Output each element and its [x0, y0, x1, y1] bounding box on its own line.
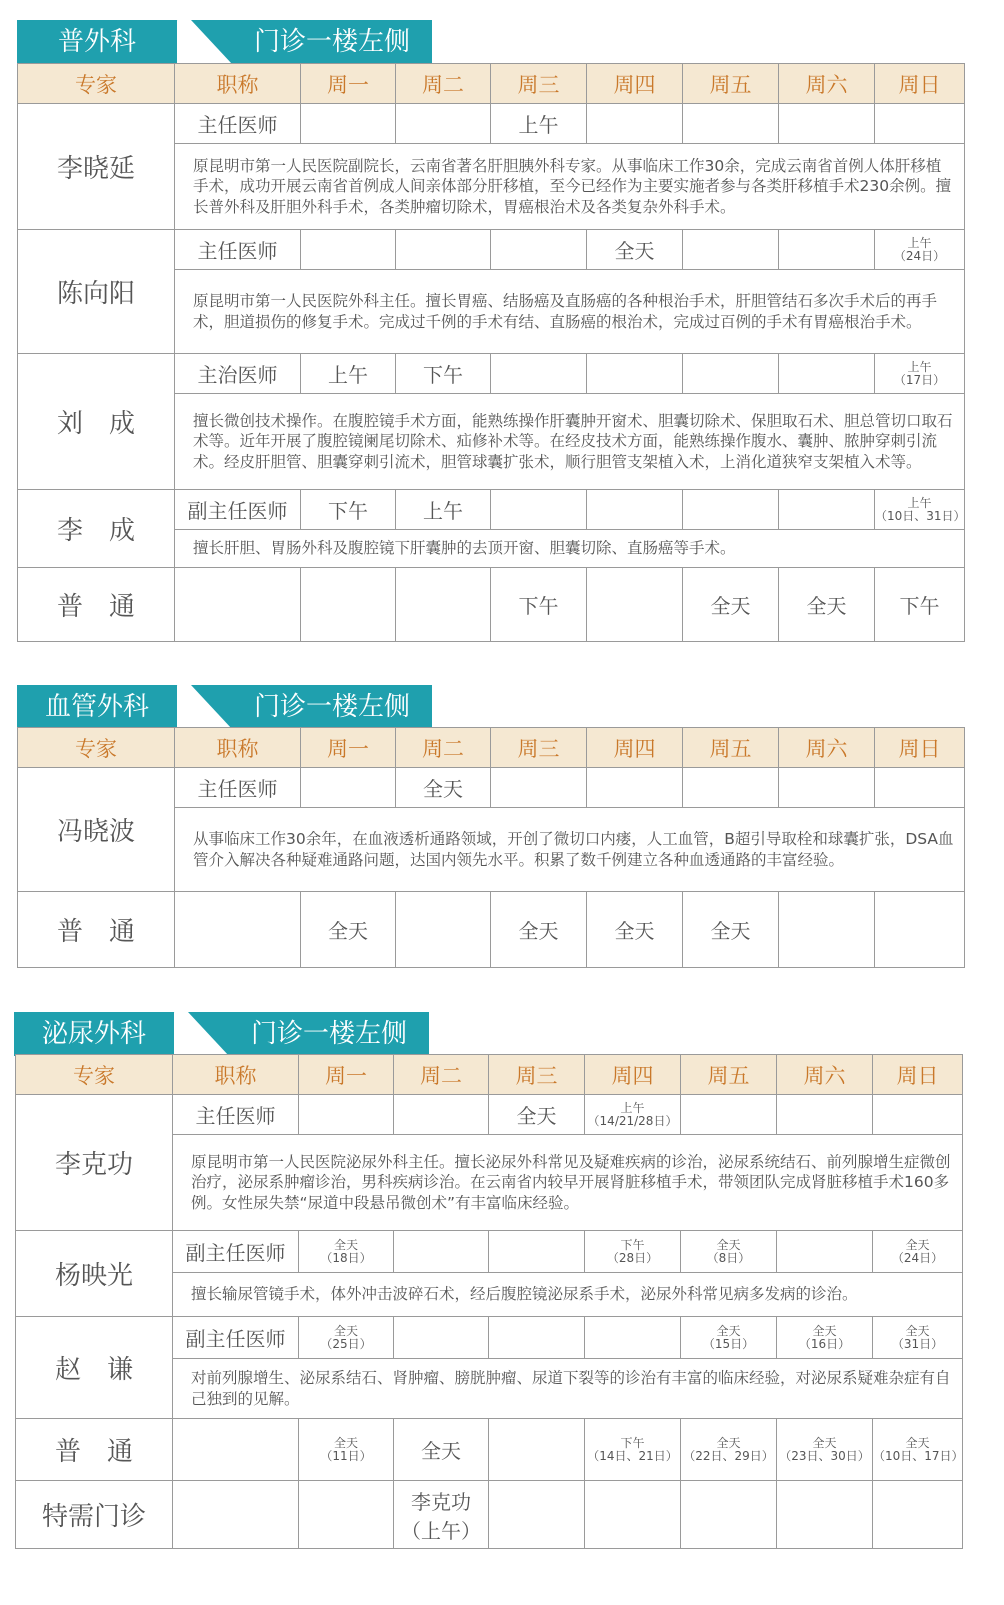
slot-fri: 全天 — [683, 568, 779, 642]
slot-wed — [491, 768, 587, 808]
slot-dates: （14日、21日） — [587, 1448, 678, 1463]
slot-fri — [683, 230, 779, 270]
col-header-sat: 周六 — [777, 1055, 873, 1095]
doctor-title — [173, 1419, 299, 1481]
col-header-mon: 周一 — [301, 64, 396, 104]
slot-thu: 全天 — [587, 230, 683, 270]
col-header-title: 职称 — [175, 728, 301, 768]
slot-mon — [301, 568, 396, 642]
location-label: 门诊一楼左侧 — [229, 1012, 429, 1056]
col-header-sat: 周六 — [779, 728, 875, 768]
table-row — [16, 1231, 963, 1273]
slot-thu — [585, 1095, 681, 1135]
section-header — [0, 20, 1004, 64]
slot-sun — [875, 104, 965, 144]
slot-sun — [873, 1317, 963, 1359]
slot-mon — [299, 1317, 394, 1359]
header-row — [18, 728, 965, 768]
general-clinic-label: 普 通 — [18, 568, 175, 642]
section-urology — [0, 1012, 1004, 1543]
slot-sat — [777, 1317, 873, 1359]
slot-fri — [683, 354, 779, 394]
schedule-table — [17, 727, 965, 968]
col-header-title: 职称 — [173, 1055, 299, 1095]
slot-sat — [777, 1419, 873, 1481]
slot-period: 下午 — [620, 1435, 645, 1450]
slot-sat — [779, 768, 875, 808]
doctor-description: 擅长肝胆、胃肠外科及腹腔镜下肝囊肿的去顶开窗、胆囊切除、直肠癌等手术。 — [175, 530, 965, 568]
slot-fri — [683, 490, 779, 530]
slot-wed — [489, 1419, 585, 1481]
slot-wed: 全天 — [489, 1095, 585, 1135]
doctor-description: 对前列腺增生、泌尿系结石、肾肿瘤、膀胱肿瘤、尿道下裂等的诊治有丰富的临床经验，对泌尿系疑难杂症有自己独到的见解。 — [173, 1359, 963, 1419]
slot-tue: 下午 — [396, 354, 491, 394]
slot-period: 全天 — [716, 1323, 741, 1338]
doctor-title: 主治医师 — [175, 354, 301, 394]
slot-tue — [394, 1317, 489, 1359]
slot-tue: 上午 — [396, 490, 491, 530]
slot-fri — [681, 1481, 777, 1549]
slot-fri — [683, 104, 779, 144]
slot-sun — [875, 490, 965, 530]
location-label: 门诊一楼左侧 — [232, 20, 432, 64]
slot-mon: 上午 — [301, 354, 396, 394]
slot-fri: 全天 — [683, 892, 779, 968]
slot-fri — [681, 1317, 777, 1359]
slot-thu: 全天 — [587, 892, 683, 968]
table-row — [18, 768, 965, 808]
col-header-thu: 周四 — [587, 728, 683, 768]
doctor-title — [175, 892, 301, 968]
doctor-name: 杨映光 — [16, 1231, 173, 1317]
doctor-name: 李克功 — [16, 1095, 173, 1231]
doctor-name: 赵 谦 — [16, 1317, 173, 1419]
slot-sat — [779, 354, 875, 394]
slot-dates: （16日） — [798, 1336, 851, 1351]
col-header-expert: 专家 — [16, 1055, 173, 1095]
table-row — [18, 354, 965, 394]
slot-tue — [394, 1481, 489, 1549]
col-header-thu: 周四 — [585, 1055, 681, 1095]
general-clinic-label: 普 通 — [16, 1419, 173, 1481]
doctor-title — [173, 1481, 299, 1549]
col-header-title: 职称 — [175, 64, 301, 104]
slot-period: 全天 — [333, 1237, 358, 1252]
slot-period: 上午 — [907, 235, 932, 250]
slot-tue — [396, 568, 491, 642]
col-header-fri: 周五 — [681, 1055, 777, 1095]
col-header-sun: 周日 — [873, 1055, 963, 1095]
location-label: 门诊一楼左侧 — [232, 685, 432, 729]
doctor-description: 擅长输尿管镜手术，体外冲击波碎石术，经后腹腔镜泌尿系手术，泌尿外科常见病多发病的诊治。 — [173, 1273, 963, 1317]
slot-period: 全天 — [333, 1435, 358, 1450]
slot-dates: （22日、29日） — [683, 1448, 774, 1463]
slot-mon: 全天 — [301, 892, 396, 968]
slot-period: 下午 — [620, 1237, 645, 1252]
doctor-title: 主任医师 — [175, 768, 301, 808]
slot-period: （上午） — [401, 1518, 481, 1543]
slot-wed — [489, 1317, 585, 1359]
slot-sun — [873, 1481, 963, 1549]
doctor-title: 副主任医师 — [173, 1231, 299, 1273]
slot-sat — [779, 892, 875, 968]
slot-dates: （31日） — [891, 1336, 944, 1351]
section-general-surgery — [0, 20, 1004, 622]
slot-wed — [491, 230, 587, 270]
col-header-expert: 专家 — [18, 728, 175, 768]
slot-sun: 下午 — [875, 568, 965, 642]
slot-sun — [873, 1231, 963, 1273]
department-title: 血管外科 — [17, 685, 177, 729]
slot-thu — [585, 1231, 681, 1273]
slot-dates: （14/21/28日） — [587, 1113, 678, 1128]
slot-sat: 全天 — [779, 568, 875, 642]
doctor-title: 主任医师 — [173, 1095, 299, 1135]
table-row — [16, 1095, 963, 1135]
table-row — [16, 1419, 963, 1481]
header-divider-graphic — [174, 1012, 229, 1056]
slot-sun — [875, 354, 965, 394]
slot-period: 上午 — [907, 359, 932, 374]
header-divider-graphic — [177, 685, 232, 729]
slot-thu — [585, 1419, 681, 1481]
doctor-title: 副主任医师 — [173, 1317, 299, 1359]
doctor-title: 副主任医师 — [175, 490, 301, 530]
schedule-table — [17, 63, 965, 642]
doctor-name: 冯晓波 — [18, 768, 175, 892]
table-row — [18, 892, 965, 968]
special-clinic-label: 特需门诊 — [16, 1481, 173, 1549]
table-row — [16, 1481, 963, 1549]
slot-thu — [585, 1317, 681, 1359]
table-row — [18, 230, 965, 270]
slot-mon — [299, 1481, 394, 1549]
col-header-mon: 周一 — [299, 1055, 394, 1095]
slot-thu — [587, 354, 683, 394]
slot-thu — [587, 104, 683, 144]
slot-mon: 下午 — [301, 490, 396, 530]
col-header-sat: 周六 — [779, 64, 875, 104]
slot-fri — [683, 768, 779, 808]
slot-tue — [394, 1231, 489, 1273]
col-header-sun: 周日 — [875, 728, 965, 768]
slot-dates: （24日） — [893, 248, 946, 263]
slot-mon — [299, 1095, 394, 1135]
slot-sat — [779, 490, 875, 530]
table-row — [18, 490, 965, 530]
slot-dates: （17日） — [893, 372, 946, 387]
slot-fri — [681, 1419, 777, 1481]
slot-mon — [299, 1419, 394, 1481]
slot-fri — [681, 1231, 777, 1273]
slot-dates: （23日、30日） — [779, 1448, 870, 1463]
col-header-thu: 周四 — [587, 64, 683, 104]
slot-wed — [491, 490, 587, 530]
col-header-fri: 周五 — [683, 728, 779, 768]
slot-mon — [299, 1231, 394, 1273]
slot-period: 全天 — [333, 1323, 358, 1338]
col-header-fri: 周五 — [683, 64, 779, 104]
doctor-description: 原昆明市第一人民医院副院长，云南省著名肝胆胰外科专家。从事临床工作30余，完成云南省首例人体肝移植手术，成功开展云南省首例成人间亲体部分肝移植，至今已经作为主要实施者参与各类肝移植手术230余例。擅长普外科及肝胆外科手术，各类肿瘤切除术，胃癌根治术及各类复杂外科手术。 — [175, 144, 965, 230]
slot-mon — [301, 230, 396, 270]
doctor-title: 主任医师 — [175, 104, 301, 144]
header-divider-graphic — [177, 20, 232, 64]
slot-wed — [491, 354, 587, 394]
slot-period: 上午 — [907, 495, 932, 510]
slot-period: 上午 — [620, 1100, 645, 1115]
header-row — [16, 1055, 963, 1095]
slot-mon — [301, 104, 396, 144]
slot-sun — [875, 892, 965, 968]
slot-period: 全天 — [905, 1435, 930, 1450]
slot-dates: （28日） — [606, 1250, 659, 1265]
col-header-tue: 周二 — [396, 728, 491, 768]
slot-sat — [779, 230, 875, 270]
slot-period: 全天 — [812, 1323, 837, 1338]
col-header-expert: 专家 — [18, 64, 175, 104]
doctor-name: 李晓延 — [18, 104, 175, 230]
department-title: 泌尿外科 — [14, 1012, 174, 1056]
slot-wed — [489, 1481, 585, 1549]
slot-tue — [396, 892, 491, 968]
slot-period: 全天 — [905, 1237, 930, 1252]
col-header-mon: 周一 — [301, 728, 396, 768]
slot-dates: （18日） — [320, 1250, 372, 1265]
slot-period: 全天 — [905, 1323, 930, 1338]
slot-period: 全天 — [716, 1435, 741, 1450]
doctor-name: 李 成 — [18, 490, 175, 568]
slot-thu — [585, 1481, 681, 1549]
slot-fri — [681, 1095, 777, 1135]
slot-tue — [396, 104, 491, 144]
slot-tue — [396, 230, 491, 270]
general-clinic-label: 普 通 — [18, 892, 175, 968]
doctor-title — [175, 568, 301, 642]
doctor-description: 擅长微创技术操作。在腹腔镜手术方面，能熟练操作肝囊肿开窗术、胆囊切除术、保胆取石术、胆总管切口取石术等。近年开展了腹腔镜阑尾切除术、疝修补术等。在经皮技术方面，能熟练操作腹水、囊肿、脓肿穿刺引流术。经皮肝胆管、胆囊穿刺引流术，胆管球囊扩张术，顺行胆管支架植入术，上消化道狭窄支架植入术等。 — [175, 394, 965, 490]
header-row — [18, 64, 965, 104]
slot-sat — [777, 1231, 873, 1273]
slot-sun — [875, 230, 965, 270]
slot-doctor: 李克功 — [411, 1489, 471, 1514]
table-row — [18, 104, 965, 144]
slot-thu — [587, 768, 683, 808]
col-header-wed: 周三 — [491, 728, 587, 768]
doctor-description: 原昆明市第一人民医院泌尿外科主任。擅长泌尿外科常见及疑难疾病的诊治，泌尿系统结石、前列腺增生症微创治疗，泌尿系肿瘤诊治，男科疾病诊治。在云南省内较早开展肾脏移植手术，带领团队完成肾脏移植手术160多例。女性尿失禁“尿道中段悬吊微创术”有丰富临床经验。 — [173, 1135, 963, 1231]
slot-dates: （25日） — [320, 1336, 372, 1351]
col-header-tue: 周二 — [394, 1055, 489, 1095]
slot-period: 全天 — [716, 1237, 741, 1252]
doctor-description: 原昆明市第一人民医院外科主任。擅长胃癌、结肠癌及直肠癌的各种根治手术，肝胆管结石多次手术后的再手术，胆道损伤的修复手术。完成过千例的手术有结、直肠癌的根治术，完成过百例的手术有胃癌根治手术。 — [175, 270, 965, 354]
slot-sun — [875, 768, 965, 808]
section-header — [0, 685, 1004, 729]
slot-wed: 上午 — [491, 104, 587, 144]
slot-dates: （11日） — [320, 1448, 372, 1463]
slot-sun — [873, 1095, 963, 1135]
slot-wed: 全天 — [491, 892, 587, 968]
department-title: 普外科 — [17, 20, 177, 64]
slot-tue: 全天 — [394, 1419, 489, 1481]
table-row — [18, 568, 965, 642]
slot-dates: （10日、31日） — [875, 508, 966, 523]
doctor-title: 主任医师 — [175, 230, 301, 270]
slot-mon — [301, 768, 396, 808]
slot-sat — [777, 1095, 873, 1135]
col-header-wed: 周三 — [491, 64, 587, 104]
doctor-description: 从事临床工作30余年，在血液透析通路领域，开创了微切口内瘘，人工血管，B超引导取栓和球囊扩张，DSA血管介入解决各种疑难通路问题，达国内领先水平。积累了数千例建立各种血透通路的丰富经验。 — [175, 808, 965, 892]
section-vascular-surgery — [0, 685, 1004, 947]
slot-dates: （15日） — [702, 1336, 755, 1351]
section-header — [0, 1012, 1004, 1056]
slot-dates: （24日） — [891, 1250, 944, 1265]
doctor-name: 陈向阳 — [18, 230, 175, 354]
doctor-name: 刘 成 — [18, 354, 175, 490]
col-header-tue: 周二 — [396, 64, 491, 104]
slot-thu — [587, 568, 683, 642]
slot-wed — [489, 1231, 585, 1273]
slot-dates: （10日、17日） — [873, 1448, 964, 1463]
slot-tue: 全天 — [396, 768, 491, 808]
slot-sat — [779, 104, 875, 144]
slot-tue — [394, 1095, 489, 1135]
schedule-table — [15, 1054, 963, 1549]
slot-period: 全天 — [812, 1435, 837, 1450]
table-row — [16, 1317, 963, 1359]
slot-sun — [873, 1419, 963, 1481]
slot-wed: 下午 — [491, 568, 587, 642]
slot-dates: （8日） — [706, 1250, 751, 1265]
slot-sat — [777, 1481, 873, 1549]
col-header-sun: 周日 — [875, 64, 965, 104]
slot-thu — [587, 490, 683, 530]
col-header-wed: 周三 — [489, 1055, 585, 1095]
